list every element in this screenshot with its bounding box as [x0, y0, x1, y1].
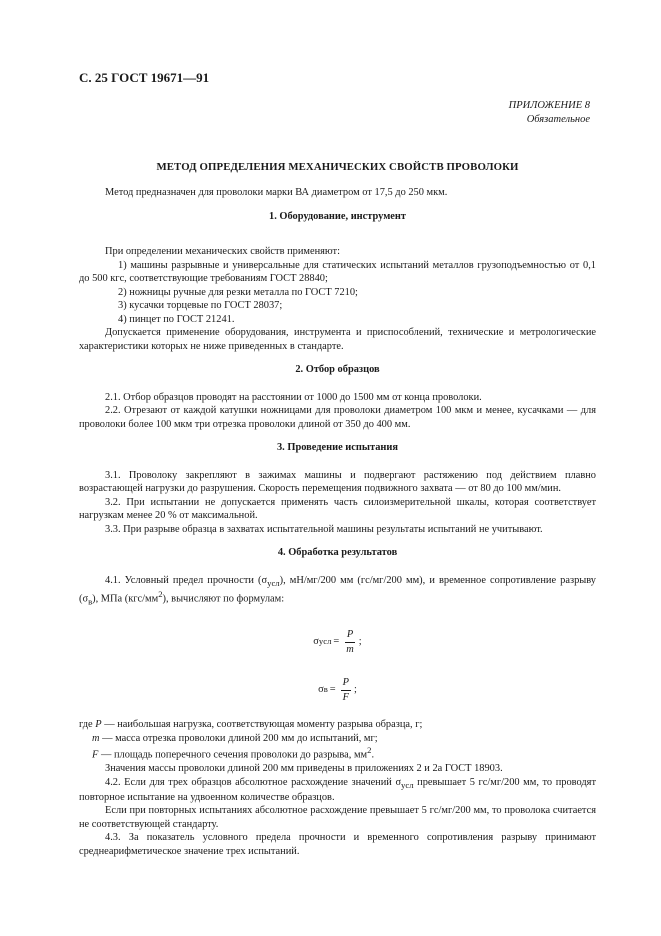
where-m: m — масса отрезка проволоки длиной 200 мм до испытаний, мг;: [92, 732, 378, 744]
clause-3-3: 3.3. При разрыве образца в захватах испытательной машины результаты испытаний не учитывают.: [105, 523, 543, 535]
equipment-item-3: 3) кусачки торцевые по ГОСТ 28037;: [118, 300, 283, 312]
where-f: F — площадь поперечного сечения проволоки до разрыва, $мм^2$.: [92, 745, 375, 761]
document-title: МЕТОД ОПРЕДЕЛЕНИЯ МЕХАНИЧЕСКИХ СВОЙСТВ ПРОВОЛОКИ: [156, 161, 519, 173]
clause-4-2: 4.2. Если для трех образцов абсолютное расхождение значений $\sigma_{усл}$ превышает 5 гс/мг/200 мм, то проводят повторное испытание на удвоенном количестве образцов.: [79, 776, 596, 803]
section-2-heading: 2. Отбор образцов: [295, 364, 380, 376]
section-4-heading: 4. Обработка результатов: [277, 547, 398, 559]
mass-note: Значения массы проволоки длиной 200 мм приведены в приложениях 2 и 2а ГОСТ 18903.: [105, 763, 503, 775]
section-1-heading: 1. Оборудование, инструмент: [269, 210, 406, 222]
where-p: где P — наибольшая нагрузка, соответствующая моменту разрыва образца, г;: [79, 719, 423, 731]
clause-3-2: 3.2. При испытании не допускается применять часть силоизмерительной шкалы, которая соответствует нагрузкам менее 20 % от максимальной.: [79, 496, 596, 522]
clause-4-3: 4.3. За показатель условного предела прочности и временного сопротивления разрыву принимают среднеарифметическое значение трех испытаний.: [79, 832, 596, 857]
section-1-lead: При определении механических свойств применяют:: [105, 246, 340, 258]
appendix-status: Обязательное: [526, 114, 590, 126]
section-3-heading: 3. Проведение испытания: [276, 442, 399, 454]
page-header: С. 25 ГОСТ 19671—91: [79, 70, 210, 85]
appendix-number: ПРИЛОЖЕНИЕ 8: [508, 100, 590, 111]
appendix-label: [509, 99, 590, 127]
clause-4-1: 4.1. Условный предел прочности $(\sigma_{усл})$, мН/мг/200 мм (гс/мг/200 мм), и временное сопротивление разрыву $(\sigma_в)$, МПа $(кгс/мм^2)$, вычисляют по формулам:: [79, 574, 596, 607]
equipment-item-1: 1) машины разрывные и универсальные для статических испытаний металлов грузоподъемностью от 0,1 до 500 кгс, соответствующие требованиям ГОСТ 28840;: [79, 259, 596, 285]
equipment-item-2: 2) ножницы ручные для резки металла по ГОСТ 7210;: [118, 286, 358, 298]
equipment-item-4: 4) пинцет по ГОСТ 21241.: [118, 313, 235, 325]
clause-2-1: 2.1. Отбор образцов проводят на расстоянии от 1000 до 1500 мм от конца проволоки.: [105, 391, 482, 403]
formula-ultimate-strength: σ усл = $\frac{P}{m}$ ;: [313, 628, 362, 655]
document-body: [79, 186, 596, 859]
formula-tensile-strength: σ в = $\frac{P}{F}$ ;: [318, 677, 357, 703]
clause-3-1: 3.1. Проволоку закрепляют в зажимах машины и подвергают растяжению под действием плавно возрастающей нагрузки до разрушения. Скорость перемещения подвижного захвата — от 80 до 100 мм/мин.: [79, 469, 596, 495]
intro-paragraph: Метод предназначен для проволоки марки ВА диаметром от 17,5 до 250 мкм.: [105, 187, 448, 198]
section-1-note: Допускается применение оборудования, инструмента и приспособлений, технические и метрологические характеристики которых не ниже приведенных в стандарте.: [79, 327, 596, 352]
clause-2-2: 2.2. Отрезают от каждой катушки ножницами для проволоки диаметром 100 мкм и менее, кусачками — для проволоки более 100 мкм три отрезка проволоки длиной от 350 до 400 мм.: [79, 405, 596, 430]
clause-4-2-repeat: Если при повторных испытаниях абсолютное расхождение превышает 5 гс/мг/200 мм, то проволока считается не соответствующей стандарту.: [79, 805, 596, 830]
